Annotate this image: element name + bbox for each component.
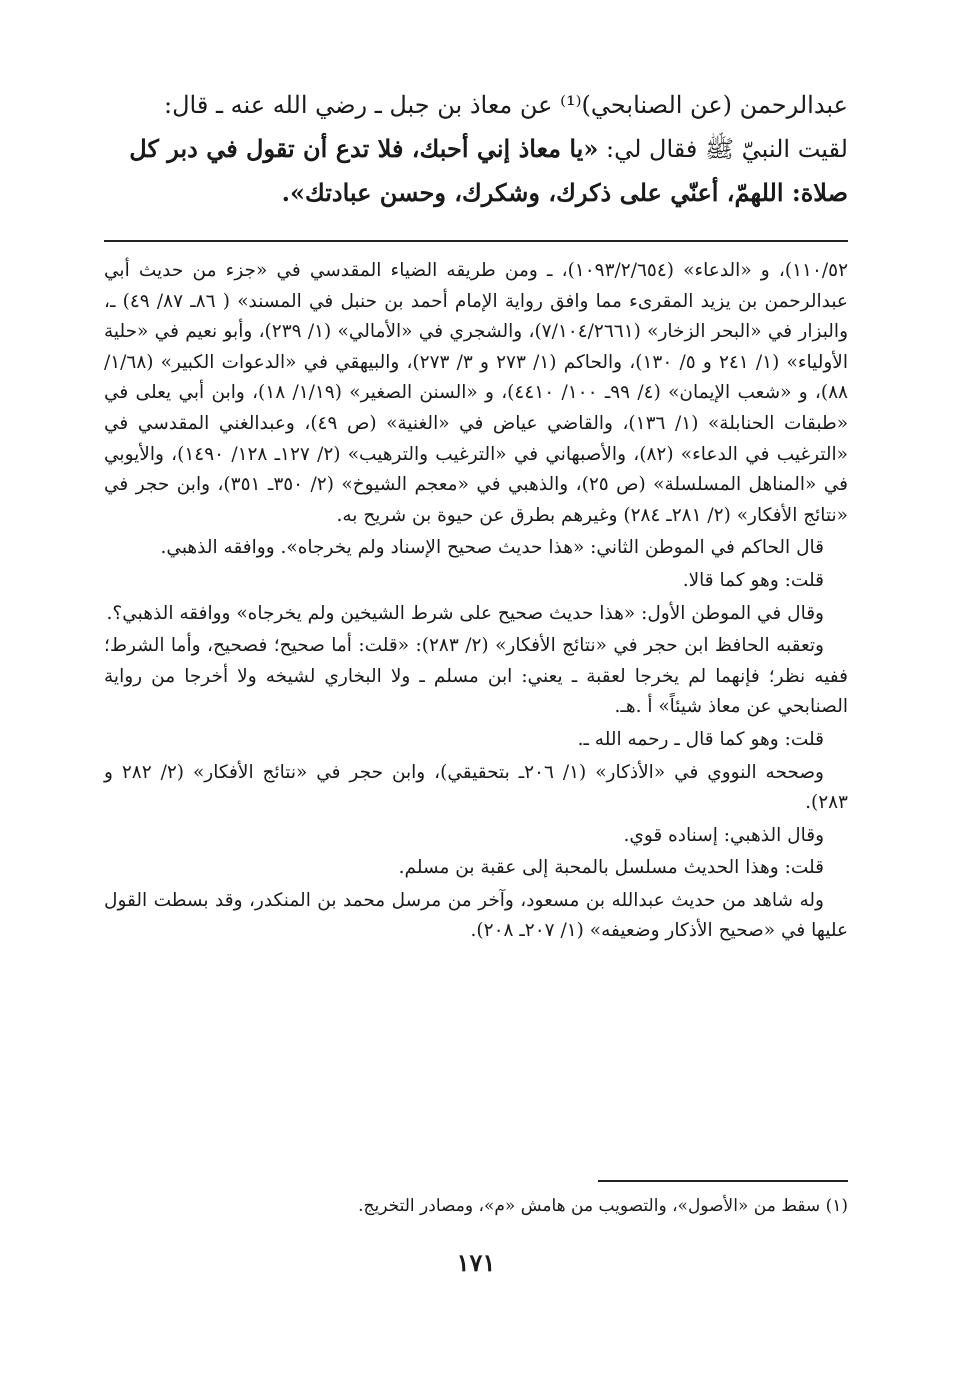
main-text <box>104 84 848 215</box>
takhrij-paragraph: ١١٠/٥٢)، و «الدعاء» (١٠٩٣/٢/٦٥٤)، ـ ومن طريقه الضياء المقدسي في «جزء من حديث أبي عبدالرحمن بن يزيد المقرىء مما وافق رواية الإمام أحمد بن حنبل في المسند» ( ٨٦ـ ٨٧/ ٤٩) ـ، والبزار في «البحر الزخار» (٧/١٠٤/٢٦٦١)، والشجري في «الأمالي» (١/ ٢٣٩)، وأبو نعيم في «حلية الأولياء» (١/ ٢٤١ و ٥/ ١٣٠)، والحاكم (١/ ٢٧٣ و ٣/ ٢٧٣)، والبيهقي في «الدعوات الكبير» (١/٦٨/ ٨٨)، و «شعب الإيمان» (٤/ ٩٩ـ ١٠٠/ ٤٤١٠)، و «السنن الصغير» (١/١٩/ ١٨)، وابن أبي يعلى في «طبقات الحنابلة» (١/ ١٣٦)، والقاضي عياض في «الغنية» (ص ٤٩)، وعبدالغني المقدسي في «الترغيب في الدعاء» (٨٢)، والأصبهاني في «الترغيب والترهيب» (٢/ ١٢٧ـ ١٢٨/ ١٤٩٠)، والأيوبي في «المناهل المسلسلة» (ص ٢٥)، والذهبي في «معجم الشيوخ» (٢/ ٣٥٠ـ ٣٥١)، وابن حجر في «نتائج الأفكار» (٢/ ٢٨١ـ ٢٨٤) وغيرهم بطرق عن حيوة بن شريح به. <box>104 260 849 526</box>
note-paragraph: وصححه النووي في «الأذكار» (١/ ٢٠٦ـ بتحقيقي)، وابن حجر في «نتائج الأفكار» (٢/ ٢٨٢ و ٢٨٣). <box>104 761 848 814</box>
main-line-1: عبدالرحمن (عن الصنابحي)⁽¹⁾ عن معاذ بن جبل ـ رضي الله عنه ـ قال: <box>164 91 848 119</box>
note-paragraph: قال الحاكم في الموطن الثاني: «هذا حديث صحيح الإسناد ولم يخرجاه». ووافقه الذهبي. <box>160 537 824 559</box>
main-line-3 <box>104 171 848 215</box>
note-paragraph: قلت: وهو كما قالا. <box>682 569 824 591</box>
footnote-divider <box>104 240 848 242</box>
main-line-2-intro: لقيت النبيّ ﷺ فقال لي: <box>598 135 848 163</box>
footnote-rule <box>598 1180 848 1182</box>
hadith-quote-end: صلاة: اللهمّ، أعنّي على ذكرك، وشكرك، وحسن عبادتك». <box>281 178 848 207</box>
note-paragraph: وله شاهد من حديث عبدالله بن مسعود، وآخر من مرسل محمد بن المنكدر، وقد بسطت القول عليها في «صحيح الأذكار وضعيفه» (١/ ٢٠٧ـ ٢٠٨). <box>104 889 848 942</box>
page <box>104 0 848 1376</box>
main-line-2 <box>104 127 848 171</box>
note-paragraph: قلت: وهذا الحديث مسلسل بالمحبة إلى عقبة بن مسلم. <box>398 857 824 879</box>
note-paragraph: وقال في الموطن الأول: «هذا حديث صحيح على شرط الشيخين ولم يخرجاه» ووافقه الذهبي؟. <box>106 602 824 624</box>
page-number: ١٧١ <box>456 1248 496 1277</box>
note-paragraph: وقال الذهبي: إسناده قوي. <box>623 824 824 846</box>
hadith-quote-start: «يا معاذ إني أحبك، فلا تدع أن تقول في دبر كل <box>129 134 599 163</box>
note-paragraph: وتعقبه الحافظ ابن حجر في «نتائج الأفكار» (٢/ ٢٨٣): «قلت: أما صحيح؛ فصحيح، وأما الشرط؛ ففيه نظر؛ فإنهما لم يخرجا لعقبة ـ يعني: ابن مسلم ـ ولا البخاري لشيخه ولا أخرجا من رواية الصنابحي عن معاذ شيئاً» أ .هـ. <box>104 635 848 718</box>
footnote: (١) سقط من «الأصول»، والتصويب من هامش «م»، ومصادر التخريج. <box>358 1196 848 1216</box>
note-paragraph: قلت: وهو كما قال ـ رحمه الله ـ. <box>577 728 824 750</box>
commentary <box>104 256 848 949</box>
